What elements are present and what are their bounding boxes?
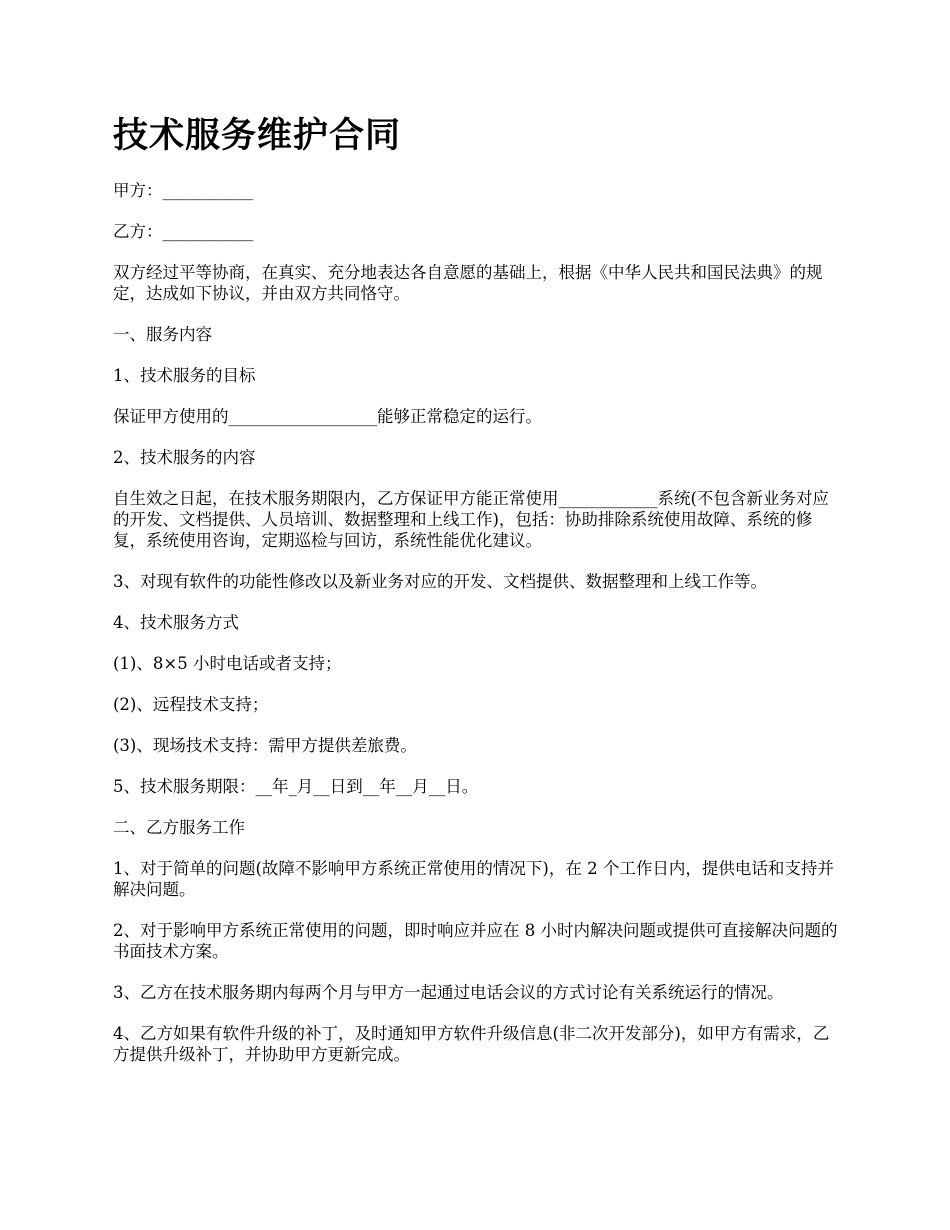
s1-item3: 3、对现有软件的功能性修改以及新业务对应的开发、文档提供、数据整理和上线工作等。 xyxy=(113,572,767,591)
s2-item3: 3、乙方在技术服务期内每两个月与甲方一起通过电话会议的方式讨论有关系统运行的情况。 xyxy=(113,983,784,1002)
s2-item2: 2、对于影响甲方系统正常使用的问题，即时响应并应在 8 小时内解决问题或提供可直接解决问题的书面技术方案。 xyxy=(113,921,838,961)
party-a-line: 甲方：___________ xyxy=(113,181,254,200)
s2-item1: 1、对于简单的问题(故障不影响甲方系统正常使用的情况下)，在 2 个工作日内，提供电话和支持并解决问题。 xyxy=(113,859,834,899)
section-1-heading: 一、服务内容 xyxy=(113,325,212,344)
s1-item1-heading: 1、技术服务的目标 xyxy=(113,366,256,385)
s1-item4-sub2: (2)、远程技术支持； xyxy=(113,695,269,714)
s1-item4-sub1: (1)、8×5 小时电话或者支持； xyxy=(113,654,342,673)
s1-item1-body: 保证甲方使用的__________________能够正常稳定的运行。 xyxy=(113,407,542,426)
s2-item4: 4、乙方如果有软件升级的补丁，及时通知甲方软件升级信息(非二次开发部分)，如甲方有需求，乙方提供升级补丁，并协助甲方更新完成。 xyxy=(113,1024,830,1064)
preamble-paragraph: 双方经过平等协商，在真实、充分地表达各自意愿的基础上，根据《中华人民共和国民法典》的规定，达成如下协议，并由双方共同恪守。 xyxy=(113,263,823,303)
section-2-heading: 二、乙方服务工作 xyxy=(113,818,245,837)
document-title: 技术服务维护合同 xyxy=(113,116,402,156)
contract-page xyxy=(113,112,843,1085)
s1-item5: 5、技术服务期限：__年_月__日到__年__月__日。 xyxy=(113,777,479,796)
s1-item4-heading: 4、技术服务方式 xyxy=(113,613,239,632)
s1-item2-heading: 2、技术服务的内容 xyxy=(113,448,256,467)
s1-item2-body: 自生效之日起，在技术服务期限内，乙方保证甲方能正常使用____________系统(不包含新业务对应的开发、文档提供、人员培训、数据整理和上线工作)，包括：协助排除系统使用故障、系统的修复，系统使用咨询，定期巡检与回访，系统性能优化建议。 xyxy=(113,489,829,550)
s1-item4-sub3: (3)、现场技术支持：需甲方提供差旅费。 xyxy=(113,736,417,755)
party-b-line: 乙方：___________ xyxy=(113,222,254,241)
